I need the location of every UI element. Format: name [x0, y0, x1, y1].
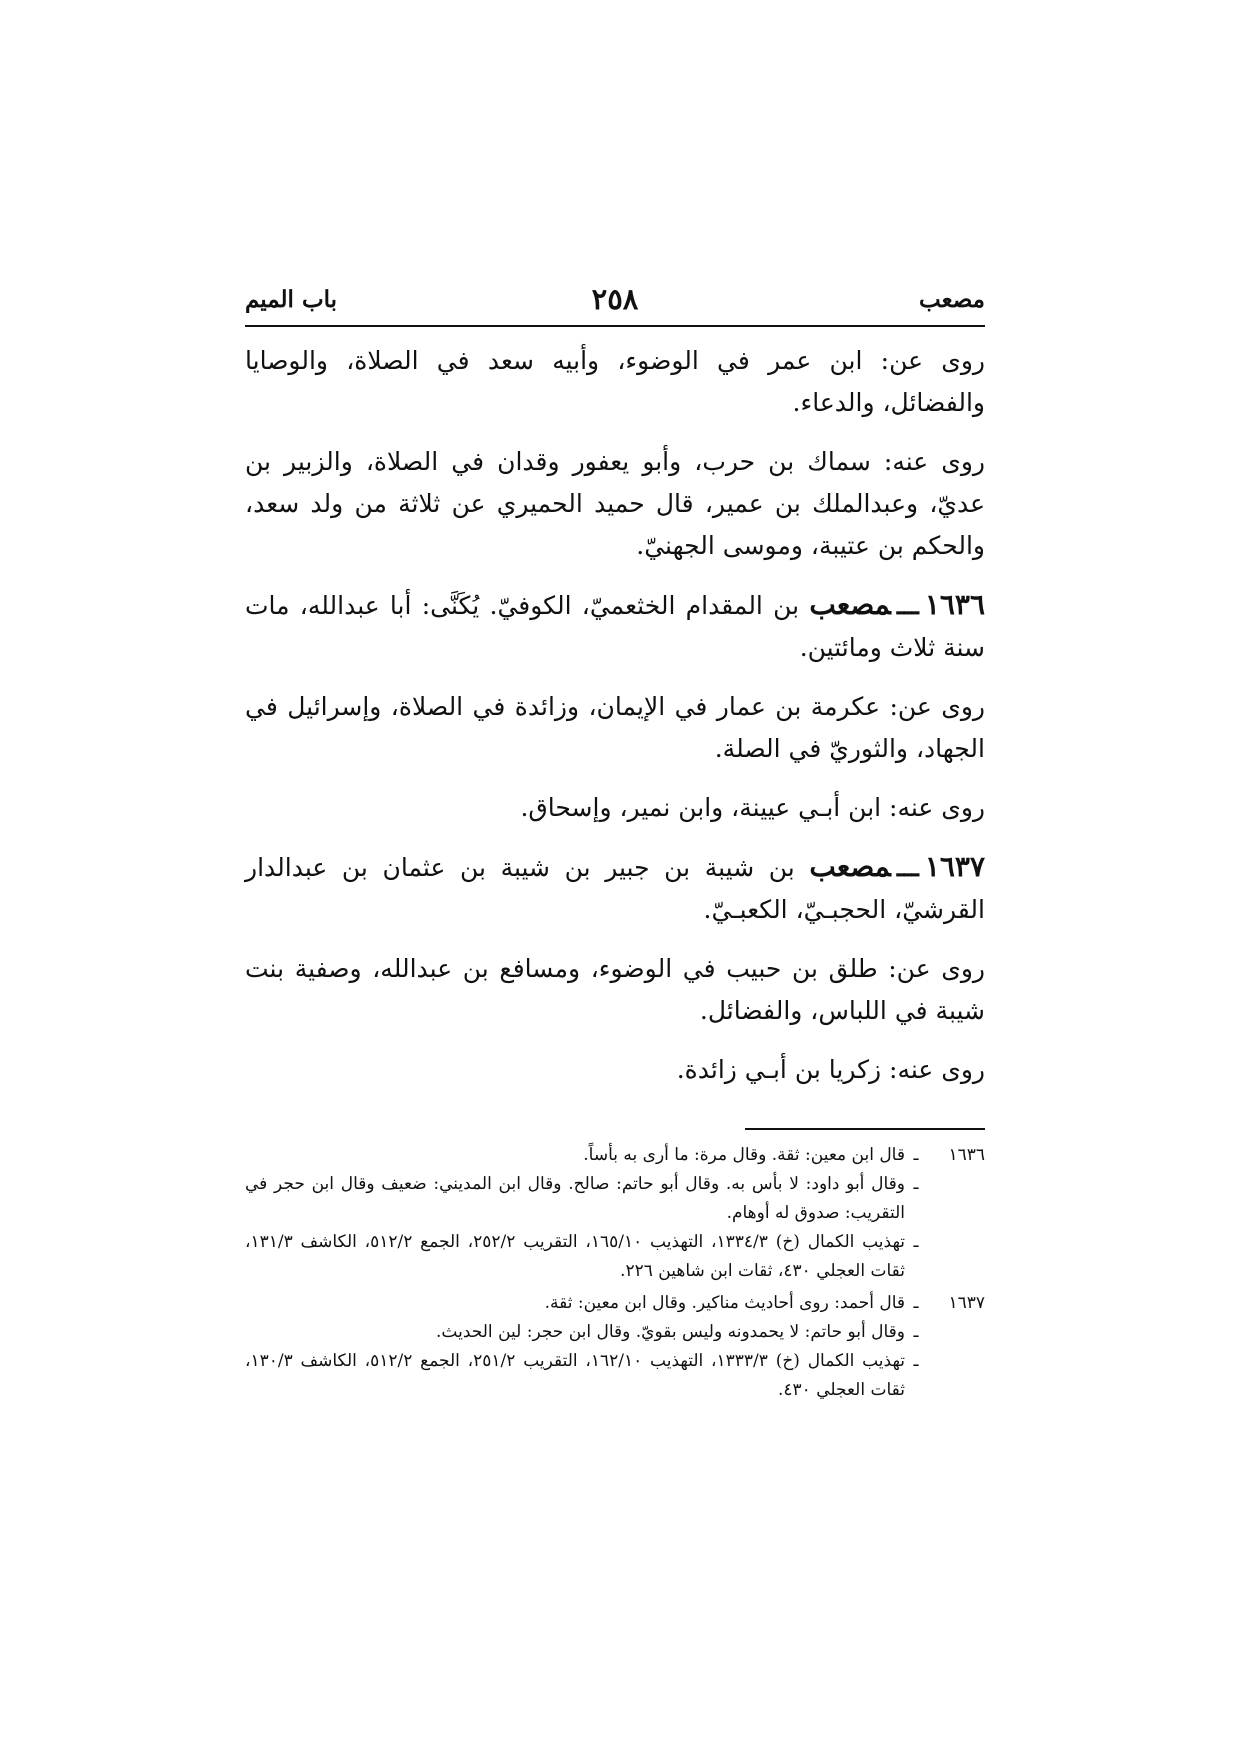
entry-text: بن شيبة بن جبير بن شيبة بن عثمان بن عبدالدار القرشيّ، الحجبـيّ، الكعبـيّ. [245, 853, 985, 924]
footnote-number: ١٦٣٧ [948, 1293, 985, 1313]
footnote-text: وقال أبو داود: لا بأس به. وقال أبو حاتم: صالح. وقال ابن المديني: ضعيف وقال ابن حجر في التقريب: صدوق له أوهام. [245, 1174, 905, 1223]
paragraph-narrated-by: روى عنه: سماك بن حرب، وأبو يعفور وقدان في الصلاة، والزبير بن عديّ، وعبدالملك بن عمير، قال حميد الحميري عن ثلاثة من ولد سعد، والحكم بن عتيبة، وموسى الجهنيّ. [245, 447, 985, 560]
entry-dash: ـــ [896, 591, 919, 620]
footnote-text: قال ابن معين: ثقة. وقال مرة: ما أرى به بأساً. [583, 1145, 905, 1165]
main-text [245, 340, 985, 1108]
running-header [245, 278, 985, 326]
paragraph-narrated-by: روى عنه: ابن أبـي عيينة، وابن نمير، وإسحاق. [520, 793, 985, 822]
footnote-1636 [245, 1141, 985, 1286]
paragraph-narrated-from: روى عن: ابن عمر في الوضوء، وأبيه سعد في الصلاة، والوصايا والفضائل، والدعاء. [245, 346, 985, 417]
footnote-dash: ـ [913, 1145, 919, 1165]
footnote-sources: تهذيب الكمال (خ) ١٣٣٤/٣، التهذيب ١٦٥/١٠، التقريب ٢٥٢/٢، الجمع ٥١٢/٢، الكاشف ١٣١/٣، ثقات العجلي ٤٣٠، ثقات ابن شاهين ٢٢٦. [245, 1232, 906, 1281]
entry-name: مصعب [809, 588, 891, 621]
footnote-text: قال أحمد: روى أحاديث مناكير. وقال ابن معين: ثقة. [544, 1293, 905, 1313]
page-number: ٢٥٨ [591, 282, 639, 316]
entry-1636 [245, 584, 985, 669]
entry-name: مصعب [809, 850, 891, 883]
footnote-dash: ـ [913, 1322, 919, 1342]
footnote-dash: ـ [913, 1351, 919, 1371]
footnote-dash: ـ [913, 1174, 919, 1194]
paragraph-narrated-by: روى عنه: زكريا بن أبـي زائدة. [676, 1055, 985, 1084]
footnote-dash: ـ [913, 1232, 919, 1252]
footnote-text: وقال أبو حاتم: لا يحمدونه وليس بقويّ. وقال ابن حجر: لين الحديث. [436, 1322, 905, 1342]
footnote-sources: تهذيب الكمال (خ) ١٣٣٣/٣، التهذيب ١٦٢/١٠، التقريب ٢٥١/٢، الجمع ٥١٢/٢، الكاشف ١٣٠/٣، ثقات العجلي ٤٣٠. [245, 1351, 906, 1400]
footnote-separator [745, 1128, 985, 1130]
entry-1637 [245, 846, 985, 931]
paragraph-narrated-from: روى عن: طلق بن حبيب في الوضوء، ومسافع بن عبدالله، وصفية بنت شيبة في اللباس، والفضائل. [245, 954, 985, 1025]
paragraph-narrated-from: روى عن: عكرمة بن عمار في الإيمان، وزائدة في الصلاة، وإسرائيل في الجهاد، والثوريّ في الصلة. [245, 692, 985, 763]
footnote-dash: ـ [913, 1293, 919, 1313]
entry-dash: ـــ [896, 853, 919, 882]
header-rule [245, 325, 985, 327]
footnote-number: ١٦٣٦ [948, 1145, 985, 1165]
header-entry-name: مصعب [919, 286, 985, 313]
footnote-1637 [245, 1289, 985, 1405]
footnotes [245, 1141, 985, 1408]
header-chapter-title: باب الميم [245, 286, 338, 313]
entry-number: ١٦٣٧ [924, 850, 985, 883]
entry-text: بن المقدام الخثعميّ، الكوفيّ. يُكَنَّى: أبا عبدالله، مات سنة ثلاث ومائتين. [245, 591, 985, 662]
entry-number: ١٦٣٦ [924, 588, 985, 621]
